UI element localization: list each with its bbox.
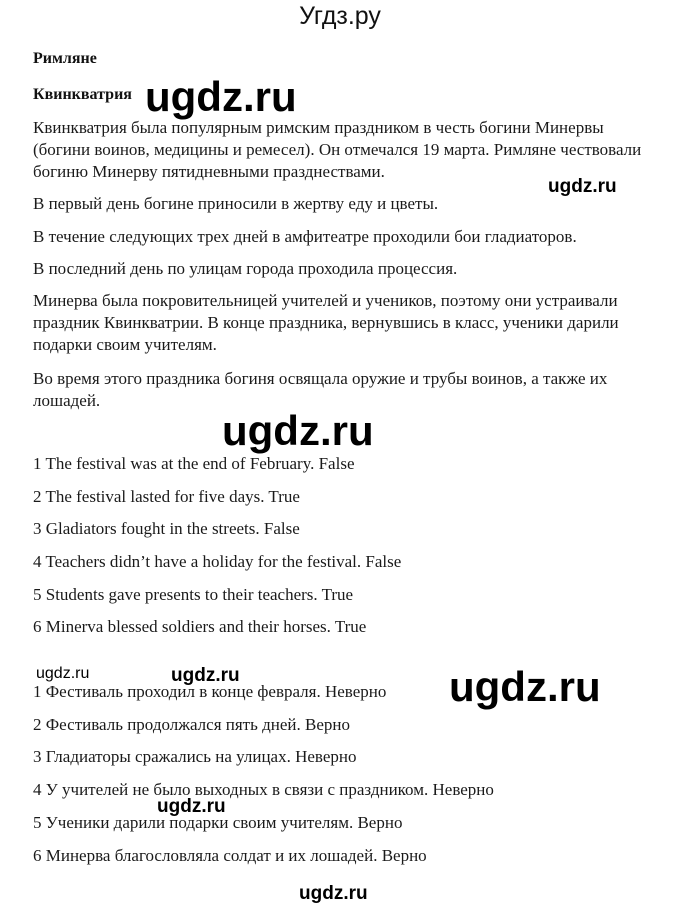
watermark: ugdz.ru	[36, 665, 90, 682]
paragraph-weapons: Во время этого праздника богиня освящала оружие и трубы воинов, а также их лошадей.	[33, 369, 608, 410]
paragraph-day-one: В первый день богине приносили в жертву еду и цветы.	[33, 194, 439, 213]
answer-en-3: 3 Gladiators fought in the streets. False	[33, 519, 300, 538]
answer-ru-5: 5 Ученики дарили подарки своим учителям. Верно	[33, 813, 403, 832]
paragraph-procession: В последний день по улицам города проходила процессия.	[33, 259, 458, 278]
answer-ru-2: 2 Фестиваль продолжался пять дней. Верно	[33, 715, 350, 734]
answer-en-2: 2 The festival lasted for five days. True	[33, 487, 300, 506]
watermark: ugdz.ru	[449, 663, 601, 710]
site-title: Угдз.ру	[299, 2, 381, 30]
watermark: ugdz.ru	[171, 665, 240, 686]
answer-ru-4: 4 У учителей не было выходных в связи с праздником. Неверно	[33, 780, 494, 799]
watermark: ugdz.ru	[548, 176, 617, 197]
subtitle: Квинкватрия	[33, 86, 132, 103]
answer-ru-1: 1 Фестиваль проходил в конце февраля. Неверно	[33, 682, 387, 701]
section-title: Римляне	[33, 50, 97, 67]
watermark: ugdz.ru	[157, 796, 226, 817]
paragraph-gladiators: В течение следующих трех дней в амфитеатре проходили бои гладиаторов.	[33, 227, 577, 246]
answer-ru-6: 6 Минерва благословляла солдат и их лошадей. Верно	[33, 846, 427, 865]
paragraph-intro: Квинкватрия была популярным римским праздником в честь богини Минервы (богини воинов, медицины и ремесел). Он отмечался 19 марта. Римляне чествовали богиню Минерву пятидневными празднествами.	[33, 118, 642, 181]
answer-en-1: 1 The festival was at the end of February. False	[33, 454, 355, 473]
answer-en-5: 5 Students gave presents to their teachers. True	[33, 585, 354, 604]
answer-en-4: 4 Teachers didn’t have a holiday for the festival. False	[33, 552, 402, 571]
watermark: ugdz.ru	[145, 73, 297, 120]
watermark: ugdz.ru	[299, 883, 368, 904]
answer-ru-3: 3 Гладиаторы сражались на улицах. Неверно	[33, 747, 357, 766]
watermark: ugdz.ru	[222, 407, 374, 454]
paragraph-teachers: Минерва была покровительницей учителей и учеников, поэтому они устраивали праздник Квинкватрии. В конце праздника, вернувшись в класс, ученики дарили подарки своим учителям.	[33, 291, 619, 354]
answer-en-6: 6 Minerva blessed soldiers and their horses. True	[33, 617, 367, 636]
